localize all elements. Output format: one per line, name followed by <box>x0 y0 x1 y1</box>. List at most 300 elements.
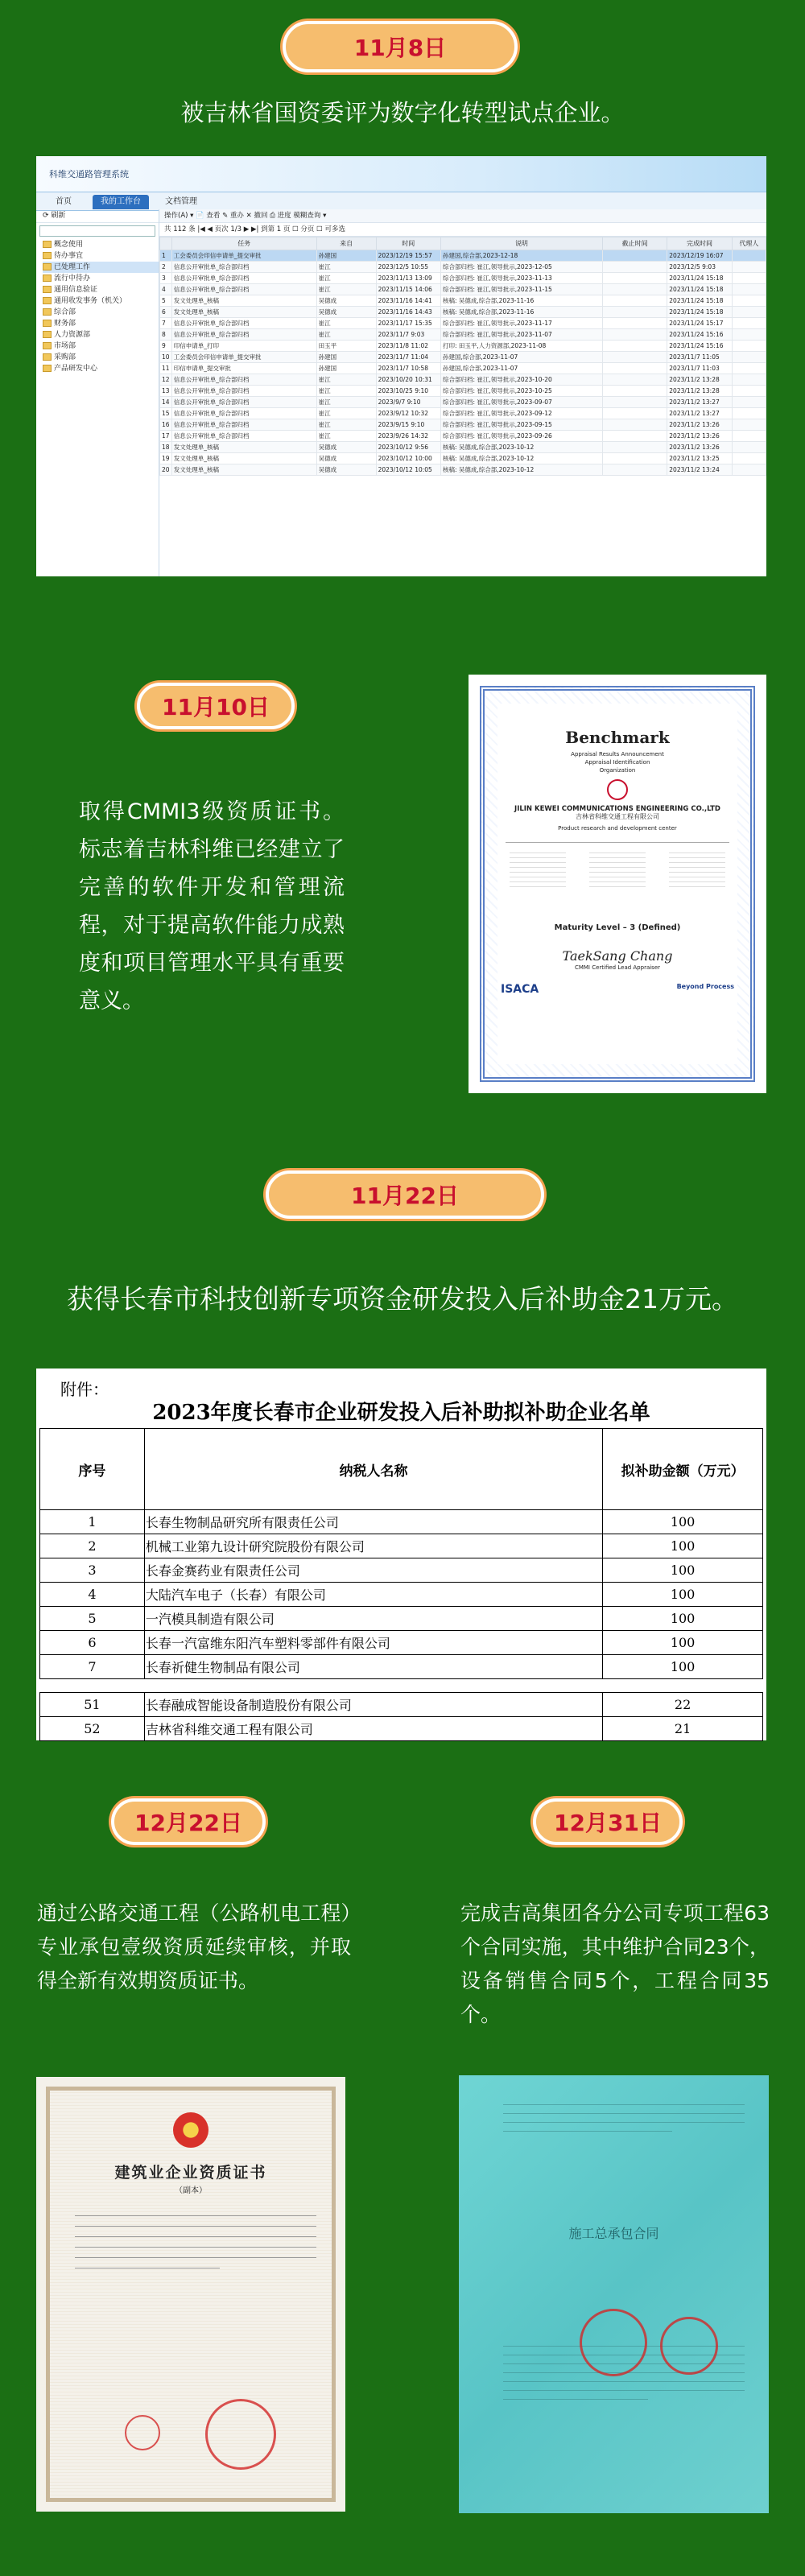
sidebar <box>36 209 159 576</box>
table-row[interactable] <box>160 374 766 386</box>
table-cell: 大陆汽车电子（长春）有限公司 <box>144 1583 602 1607</box>
table-cell: 2023/10/12 10:00 <box>376 453 440 464</box>
official-seal-icon <box>660 2317 718 2375</box>
isaca-logo: ISACA <box>501 983 539 996</box>
tree-item-label: 市场部 <box>54 342 76 350</box>
table-row[interactable] <box>160 397 766 408</box>
table-cell <box>732 273 766 284</box>
table-cell <box>602 397 667 408</box>
table-cell: 综合部归档: 崔江,领导批示,2023-09-07 <box>440 397 602 408</box>
table-row <box>40 1607 763 1631</box>
tree-item[interactable] <box>43 250 159 262</box>
table-cell: 11 <box>160 363 172 374</box>
pager[interactable]: 共 112 条 |◀ ◀ 页次 1/3 ▶ ▶| 到第 1 页 ☐ 分页 ☐ 可多选 <box>159 223 766 237</box>
table-cell: 18 <box>160 442 172 453</box>
table-cell: 8 <box>160 329 172 341</box>
table-cell: 2023/9/15 9:10 <box>376 419 440 431</box>
tree-item-label: 概念使用 <box>54 241 84 249</box>
table-cell <box>602 273 667 284</box>
beyond-logo: Beyond Process <box>676 983 734 990</box>
table-cell: 2023/11/24 15:18 <box>667 295 732 307</box>
table-cell: 1 <box>40 1510 145 1534</box>
toolbar[interactable]: 操作(A) ▾ 📄 查看 ✎ 重办 ✕ 撤回 ⎙ 进度 模糊查询 ▾ <box>159 209 766 223</box>
folder-icon <box>43 308 52 316</box>
tab-bar <box>36 192 766 211</box>
table-cell <box>602 374 667 386</box>
table-cell: 孙建国,综合部,2023-11-07 <box>440 352 602 363</box>
table-cell: 2023/11/24 15:18 <box>667 284 732 295</box>
table-cell: 4 <box>40 1583 145 1607</box>
app-header <box>36 156 766 192</box>
app-title: 科维交通路管理系统 <box>49 169 129 180</box>
table-cell: 2023/11/7 10:58 <box>376 363 440 374</box>
table-cell: 15 <box>160 408 172 419</box>
table-cell: 信息公开审批单_综合部归档 <box>171 374 316 386</box>
date-badge: 11月8日 <box>283 21 518 72</box>
table-cell: 2023/10/20 10:31 <box>376 374 440 386</box>
tree-item[interactable] <box>43 307 159 318</box>
table-cell: 2023/9/26 14:32 <box>376 431 440 442</box>
table-cell: 2023/11/2 13:27 <box>667 397 732 408</box>
tree-item-label: 待办事宜 <box>54 252 84 260</box>
table-cell: 信息公开审批单_综合部归档 <box>171 419 316 431</box>
section-text: 通过公路交通工程（公路机电工程）专业承包壹级资质延续审核，并取得全新有效期资质证书。 <box>37 1901 351 1992</box>
certificate-body <box>75 2209 316 2278</box>
tree-item[interactable] <box>43 318 159 329</box>
table-cell: 崔江 <box>316 431 376 442</box>
tab-docs[interactable]: 文档管理 <box>165 197 197 206</box>
table-cell: 崔江 <box>316 374 376 386</box>
table-cell: 长春金赛药业有限责任公司 <box>144 1558 602 1583</box>
folder-icon <box>43 365 52 372</box>
table-cell: 核稿: 吴德成,综合部,2023-11-16 <box>440 295 602 307</box>
contract-document <box>459 2075 769 2513</box>
table-cell: 6 <box>40 1631 145 1655</box>
table-cell: 发文处理单_核稿 <box>171 464 316 476</box>
column-header[interactable]: 来自 <box>316 237 376 250</box>
table-cell: 田玉平 <box>316 341 376 352</box>
table-cell: 信息公开审批单_综合部归档 <box>171 397 316 408</box>
table-row[interactable] <box>160 431 766 442</box>
table-cell: 孙建国,综合部,2023-12-18 <box>440 250 602 262</box>
table-cell: 2023/11/2 13:24 <box>667 464 732 476</box>
table-cell: 工会委员会印信申请单_提交审批 <box>171 250 316 262</box>
table-cell: 9 <box>160 341 172 352</box>
table-cell: 综合部归档: 崔江,领导批示,2023-11-17 <box>440 318 602 329</box>
org-en: JILIN KEWEI COMMUNICATIONS ENGINEERING CO.,LTD <box>514 805 720 813</box>
table-cell <box>732 295 766 307</box>
table-row <box>40 1631 763 1655</box>
tree-item[interactable] <box>43 295 159 307</box>
table-cell: 2023/10/25 9:10 <box>376 386 440 397</box>
table-cell: 12 <box>160 374 172 386</box>
table-cell: 100 <box>603 1583 763 1607</box>
table-cell: 51 <box>40 1693 145 1717</box>
company-logo-icon <box>607 779 628 800</box>
table-cell: 崔江 <box>316 318 376 329</box>
signer-name: TaekSang Chang <box>562 948 673 964</box>
table-cell: 17 <box>160 431 172 442</box>
table-cell: 2023/11/2 13:28 <box>667 374 732 386</box>
folder-icon <box>43 252 52 259</box>
table-cell <box>602 284 667 295</box>
table-cell: 2023/12/19 15:57 <box>376 250 440 262</box>
column-header[interactable]: 截止时间 <box>602 237 667 250</box>
table-cell: 核稿: 吴德成,综合部,2023-11-16 <box>440 307 602 318</box>
table-cell <box>732 431 766 442</box>
date-badge: 12月22日 <box>111 1798 266 1845</box>
tree-item-label: 采购部 <box>54 353 76 361</box>
table-row[interactable] <box>160 363 766 374</box>
table-cell <box>602 307 667 318</box>
section-text: 获得长春市科技创新专项资金研发投入后补助金21万元。 <box>67 1283 738 1315</box>
official-seal-icon <box>205 2399 276 2470</box>
task-table <box>159 237 766 476</box>
tree-item-label: 通用收发事务（机关） <box>54 297 127 305</box>
cmmi-certificate <box>469 675 766 1093</box>
tree-search-input[interactable] <box>39 225 155 237</box>
table-cell <box>732 352 766 363</box>
folder-icon <box>43 331 52 338</box>
table-cell: 吴德成 <box>316 295 376 307</box>
table-cell: 长春祈健生物制品有限公司 <box>144 1655 602 1679</box>
table-cell: 16 <box>160 419 172 431</box>
table-cell <box>732 363 766 374</box>
folder-icon <box>43 241 52 248</box>
table-row[interactable] <box>160 408 766 419</box>
tree-item[interactable] <box>43 284 159 295</box>
table-row[interactable] <box>160 453 766 464</box>
tree-item[interactable] <box>43 239 159 250</box>
table-cell <box>602 318 667 329</box>
certificate-title: 建筑业企业资质证书 <box>114 2164 267 2182</box>
table-cell: 信息公开审批单_综合部归档 <box>171 408 316 419</box>
table-row[interactable] <box>160 442 766 453</box>
table-cell <box>732 397 766 408</box>
table-cell: 2023/11/24 15:17 <box>667 318 732 329</box>
table-row[interactable] <box>160 273 766 284</box>
col-header: 拟补助金额（万元） <box>603 1429 763 1510</box>
table-cell: 发文处理单_核稿 <box>171 307 316 318</box>
table-cell <box>602 419 667 431</box>
table-cell: 2023/11/2 13:27 <box>667 408 732 419</box>
table-cell: 13 <box>160 386 172 397</box>
table-cell: 孙建国 <box>316 250 376 262</box>
table-row[interactable] <box>160 307 766 318</box>
table-row[interactable] <box>160 250 766 262</box>
table-cell: 100 <box>603 1558 763 1583</box>
table-cell: 长春生物制品研究所有限责任公司 <box>144 1510 602 1534</box>
date-badge: 12月31日 <box>533 1798 683 1845</box>
table-cell <box>602 341 667 352</box>
tree-item[interactable] <box>43 352 159 363</box>
contract-title: 施工总承包合同 <box>568 2226 659 2241</box>
table-cell: 22 <box>603 1693 763 1717</box>
table-cell: 52 <box>40 1717 145 1741</box>
table-cell: 综合部归档: 崔江,领导批示,2023-12-05 <box>440 262 602 273</box>
section-text: 完成吉高集团各分公司专项工程63个合同实施，其中维护合同23个，设备销售合同5个，工程合同35个。 <box>460 1901 770 2026</box>
folder-icon <box>43 297 52 304</box>
folder-icon <box>43 320 52 327</box>
table-cell <box>732 262 766 273</box>
certificate-subtitle: （副本） <box>175 2186 207 2195</box>
table-cell: 工会委员会印信申请单_提交审批 <box>171 352 316 363</box>
table-cell: 孙建国 <box>316 352 376 363</box>
table-row[interactable] <box>160 386 766 397</box>
table-cell: 2023/11/2 13:26 <box>667 442 732 453</box>
table-row[interactable] <box>160 262 766 273</box>
list-title: 2023年度长春市企业研发投入后补助拟补助企业名单 <box>152 1401 650 1425</box>
col-header: 序号 <box>40 1429 145 1510</box>
table-cell <box>732 386 766 397</box>
table-cell: 5 <box>160 295 172 307</box>
date-badge: 11月10日 <box>137 683 295 729</box>
table-row <box>40 1655 763 1679</box>
table-cell: 综合部归档: 崔江,领导批示,2023-10-20 <box>440 374 602 386</box>
table-cell: 综合部归档: 崔江,领导批示,2023-11-15 <box>440 284 602 295</box>
refresh-button[interactable]: ⟳ 刷新 <box>36 209 159 223</box>
table-cell: 长春融成智能设备制造股份有限公司 <box>144 1693 602 1717</box>
table-cell: 2023/11/7 11:05 <box>667 352 732 363</box>
table-cell: 吴德成 <box>316 464 376 476</box>
table-cell: 2023/11/24 15:18 <box>667 307 732 318</box>
folder-icon <box>43 286 52 293</box>
table-cell: 2 <box>40 1534 145 1558</box>
table-cell: 2023/10/12 10:05 <box>376 464 440 476</box>
tree-item[interactable] <box>43 262 159 273</box>
table-cell <box>732 374 766 386</box>
table-cell: 2023/10/12 9:56 <box>376 442 440 453</box>
tree-item-label: 财务部 <box>54 320 76 328</box>
table-cell <box>732 464 766 476</box>
table-cell: 信息公开审批单_综合部归档 <box>171 386 316 397</box>
table-cell <box>602 262 667 273</box>
table-cell: 吴德成 <box>316 442 376 453</box>
table-cell: 信息公开审批单_综合部归档 <box>171 262 316 273</box>
org-unit: Product research and development center <box>558 825 677 832</box>
column-header[interactable]: 完成时间 <box>667 237 732 250</box>
table-cell: 2023/11/24 15:18 <box>667 273 732 284</box>
table-cell: 2023/12/5 10:55 <box>376 262 440 273</box>
column-header[interactable]: 时间 <box>376 237 440 250</box>
table-cell: 发文处理单_核稿 <box>171 442 316 453</box>
table-cell: 发文处理单_核稿 <box>171 295 316 307</box>
tree-item[interactable] <box>43 341 159 352</box>
task-panel <box>159 209 766 576</box>
table-gap <box>40 1679 763 1693</box>
maturity-level: Maturity Level – 3 (Defined) <box>554 923 681 932</box>
table-cell: 2023/11/2 13:25 <box>667 453 732 464</box>
table-cell: 信息公开审批单_综合部归档 <box>171 431 316 442</box>
table-cell: 2023/11/7 11:04 <box>376 352 440 363</box>
table-cell: 崔江 <box>316 397 376 408</box>
table-cell <box>732 442 766 453</box>
table-cell <box>602 386 667 397</box>
table-cell: 信息公开审批单_综合部归档 <box>171 318 316 329</box>
table-cell <box>732 341 766 352</box>
table-cell <box>602 295 667 307</box>
table-cell: 2023/11/13 13:09 <box>376 273 440 284</box>
table-cell: 印信申请单_提交审批 <box>171 363 316 374</box>
table-cell: 信息公开审批单_综合部归档 <box>171 329 316 341</box>
table-cell: 21 <box>603 1717 763 1741</box>
table-cell: 孙建国 <box>316 363 376 374</box>
signer-title: CMMI Certified Lead Appraiser <box>574 964 661 971</box>
refresh-label: 刷新 <box>51 212 66 220</box>
system-screenshot <box>36 156 766 576</box>
tab-workbench[interactable]: 我的工作台 <box>93 195 149 209</box>
table-cell: 100 <box>603 1631 763 1655</box>
tree-item-label: 产品研发中心 <box>54 365 98 373</box>
table-cell: 崔江 <box>316 262 376 273</box>
subsidy-table <box>39 1428 763 1741</box>
attachment-label: 附件： <box>60 1380 109 1399</box>
table-cell: 2023/11/24 15:16 <box>667 329 732 341</box>
tab-home[interactable]: 首页 <box>56 197 72 206</box>
table-row[interactable] <box>160 329 766 341</box>
table-row <box>40 1583 763 1607</box>
table-cell: 打印: 田玉平,人力资源部,2023-11-08 <box>440 341 602 352</box>
table-row[interactable] <box>160 284 766 295</box>
table-cell <box>602 442 667 453</box>
column-header[interactable]: 说明 <box>440 237 602 250</box>
table-cell: 吴德成 <box>316 307 376 318</box>
folder-icon <box>43 275 52 282</box>
table-row <box>40 1534 763 1558</box>
date-badge: 11月22日 <box>266 1170 544 1219</box>
official-seal-icon <box>580 2309 647 2376</box>
table-cell: 综合部归档: 崔江,领导批示,2023-09-12 <box>440 408 602 419</box>
table-cell <box>732 453 766 464</box>
table-cell: 崔江 <box>316 386 376 397</box>
table-cell: 4 <box>160 284 172 295</box>
column-header[interactable]: 代理人 <box>732 237 766 250</box>
table-cell: 2023/11/2 13:28 <box>667 386 732 397</box>
tree-item[interactable] <box>43 363 159 374</box>
table-cell: 1 <box>160 250 172 262</box>
table-cell: 100 <box>603 1655 763 1679</box>
tree-item[interactable] <box>43 329 159 341</box>
tree-item-label: 通用信息验证 <box>54 286 98 294</box>
official-seal-icon <box>125 2415 160 2450</box>
table-cell: 信息公开审批单_综合部归档 <box>171 284 316 295</box>
qualification-certificate <box>36 2077 345 2512</box>
table-row <box>40 1510 763 1534</box>
table-cell: 2023/11/16 14:43 <box>376 307 440 318</box>
table-cell: 崔江 <box>316 284 376 295</box>
table-cell: 2 <box>160 262 172 273</box>
column-header[interactable]: 任务 <box>171 237 316 250</box>
table-cell: 2023/11/7 9:03 <box>376 329 440 341</box>
table-cell: 崔江 <box>316 329 376 341</box>
tree-item-label: 已处理工作 <box>54 263 91 271</box>
subsidy-list <box>36 1368 766 1740</box>
tree-item-label: 人力资源部 <box>54 331 91 339</box>
table-cell: 2023/11/24 15:16 <box>667 341 732 352</box>
table-cell: 核稿: 吴德成,综合部,2023-10-12 <box>440 453 602 464</box>
table-cell: 综合部归档: 崔江,领导批示,2023-10-25 <box>440 386 602 397</box>
section-text: 被吉林省国资委评为数字化转型试点企业。 <box>180 99 625 126</box>
national-emblem-icon <box>173 2112 208 2148</box>
table-cell: 核稿: 吴德成,综合部,2023-10-12 <box>440 442 602 453</box>
table-cell <box>732 307 766 318</box>
table-row[interactable] <box>160 352 766 363</box>
folder-icon <box>43 342 52 349</box>
table-cell: 崔江 <box>316 419 376 431</box>
table-cell: 2023/11/2 13:26 <box>667 431 732 442</box>
table-cell <box>732 329 766 341</box>
table-cell: 综合部归档: 崔江,领导批示,2023-11-13 <box>440 273 602 284</box>
table-cell: 吴德成 <box>316 453 376 464</box>
table-cell: 19 <box>160 453 172 464</box>
contract-preamble <box>503 2099 745 2140</box>
table-cell: 100 <box>603 1534 763 1558</box>
table-cell: 10 <box>160 352 172 363</box>
table-cell: 2023/9/12 10:32 <box>376 408 440 419</box>
certificate-line: Organization <box>599 767 636 774</box>
table-cell: 7 <box>160 318 172 329</box>
table-cell: 长春一汽富维东阳汽车塑料零部件有限公司 <box>144 1631 602 1655</box>
table-cell: 100 <box>603 1607 763 1631</box>
table-cell: 100 <box>603 1510 763 1534</box>
tree-item-label: 流行中待办 <box>54 275 91 283</box>
table-cell: 孙建国,综合部,2023-11-07 <box>440 363 602 374</box>
table-cell: 2023/11/16 14:41 <box>376 295 440 307</box>
table-cell: 崔江 <box>316 408 376 419</box>
table-cell <box>732 284 766 295</box>
table-cell: 信息公开审批单_综合部归档 <box>171 273 316 284</box>
col-header: 纳税人名称 <box>144 1429 602 1510</box>
table-row[interactable] <box>160 295 766 307</box>
table-cell <box>732 250 766 262</box>
tree-item[interactable] <box>43 273 159 284</box>
table-cell <box>602 464 667 476</box>
table-row[interactable] <box>160 341 766 352</box>
table-row[interactable] <box>160 464 766 476</box>
table-cell: 14 <box>160 397 172 408</box>
table-cell: 一汽模具制造有限公司 <box>144 1607 602 1631</box>
certificate-line: Appraisal Results Announcement <box>571 751 664 758</box>
table-row[interactable] <box>160 419 766 431</box>
table-cell: 3 <box>160 273 172 284</box>
table-cell: 2023/11/15 14:06 <box>376 284 440 295</box>
table-cell <box>602 250 667 262</box>
column-header[interactable] <box>160 237 172 250</box>
certificate-heading: Benchmark <box>565 728 670 747</box>
table-cell: 吉林省科维交通工程有限公司 <box>144 1717 602 1741</box>
table-cell <box>602 329 667 341</box>
table-row <box>40 1717 763 1741</box>
table-cell: 2023/11/7 11:03 <box>667 363 732 374</box>
table-cell: 7 <box>40 1655 145 1679</box>
table-row[interactable] <box>160 318 766 329</box>
nav-tree <box>36 239 159 374</box>
table-cell: 印信申请单_打印 <box>171 341 316 352</box>
table-cell <box>602 363 667 374</box>
table-cell: 3 <box>40 1558 145 1583</box>
table-cell <box>602 431 667 442</box>
table-cell: 2023/12/19 16:07 <box>667 250 732 262</box>
section-text: 取得CMMI3级资质证书。标志着吉林科维已经建立了完善的软件开发和管理流程，对于提高软件能力成熟度和项目管理水平具有重要意义。 <box>79 799 345 1013</box>
table-row <box>40 1693 763 1717</box>
folder-icon <box>43 353 52 361</box>
table-cell: 2023/9/7 9:10 <box>376 397 440 408</box>
table-cell <box>732 408 766 419</box>
table-cell: 20 <box>160 464 172 476</box>
table-cell: 2023/11/2 13:26 <box>667 419 732 431</box>
table-cell: 2023/11/8 11:02 <box>376 341 440 352</box>
folder-icon <box>43 263 52 270</box>
